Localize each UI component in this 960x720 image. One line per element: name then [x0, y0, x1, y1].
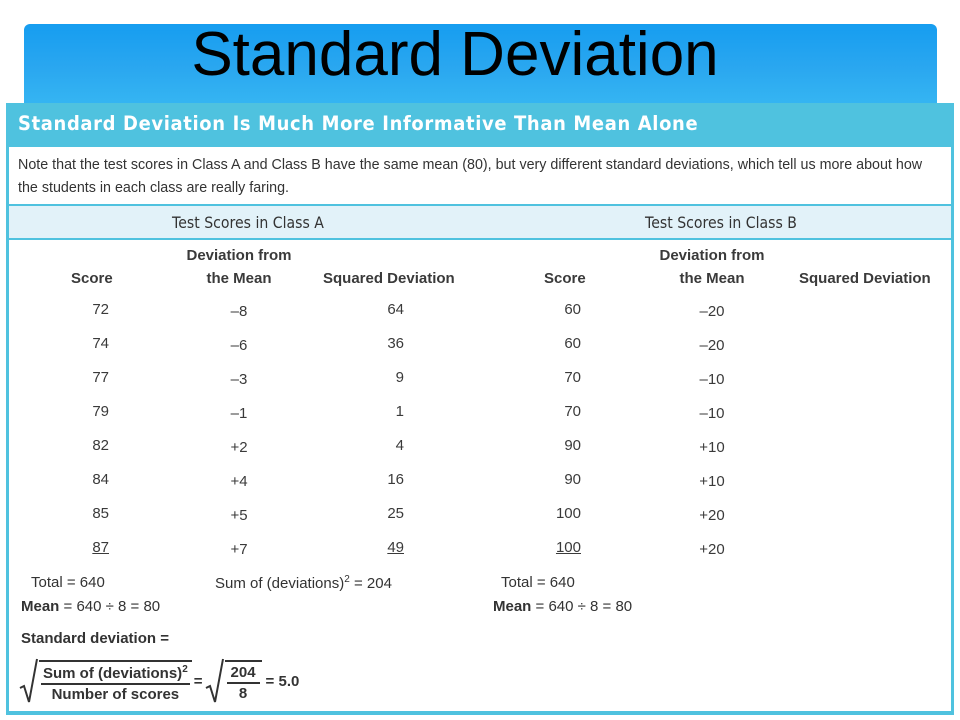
class-b-deviation: –10 [699, 371, 725, 388]
class-a-squared: 16 [387, 471, 404, 488]
sd-numerator-value: 204 [227, 662, 260, 684]
class-b-deviation: –20 [699, 303, 725, 320]
class-a-deviation: –1 [230, 405, 248, 422]
sd-denominator-value: 8 [238, 685, 248, 702]
class-a-deviation: +5 [230, 507, 248, 524]
mean-value: = 640 ÷ 8 = 80 [59, 598, 161, 615]
note-box [9, 147, 951, 204]
scores-table [9, 206, 951, 711]
sd-label: Standard deviation = [21, 630, 169, 647]
class-a-deviation: –6 [230, 337, 248, 354]
class-a-score: 79 [92, 403, 109, 420]
class-b-score: 70 [564, 369, 581, 386]
class-a-score: 82 [92, 437, 109, 454]
sd-result: = 5.0 [265, 672, 300, 690]
class-b-squared-header: Squared Deviation [799, 270, 931, 287]
class-a-deviation: +2 [230, 439, 248, 456]
sd-fraction-2 [225, 660, 262, 702]
class-b-total: Total = 640 [501, 574, 575, 591]
class-b-title: Test Scores in Class B [645, 213, 797, 232]
sd-formula [19, 657, 299, 705]
class-b-mean [493, 598, 632, 615]
class-a-squared: 25 [387, 505, 404, 522]
class-a-mean [21, 598, 160, 615]
class-b-deviation-header-line1: Deviation from [659, 247, 765, 264]
class-b-deviation: –10 [699, 405, 725, 422]
equals-sign: = [193, 672, 203, 690]
radical-sign-icon [205, 658, 225, 704]
class-b-score: 60 [564, 335, 581, 352]
class-a-score: 87 [92, 539, 109, 556]
class-b-score: 70 [564, 403, 581, 420]
class-b-deviation: +20 [699, 541, 725, 558]
radical-sign-icon [19, 658, 39, 704]
class-b-deviation: +20 [699, 507, 725, 524]
class-a-squared: 9 [395, 369, 404, 386]
sd-numerator [41, 662, 190, 685]
class-b-deviation: –20 [699, 337, 725, 354]
class-a-squared: 1 [395, 403, 404, 420]
sum-value: = 204 [349, 575, 392, 592]
mean-value: = 640 ÷ 8 = 80 [531, 598, 633, 615]
class-a-total: Total = 640 [31, 574, 105, 591]
class-a-squared: 36 [387, 335, 404, 352]
class-a-score: 72 [92, 301, 109, 318]
class-a-deviation-header-line1: Deviation from [186, 247, 292, 264]
class-b-score: 60 [564, 301, 581, 318]
class-a-deviation-header [179, 244, 299, 290]
class-b-score: 100 [555, 505, 581, 522]
sd-denominator: Number of scores [51, 685, 180, 703]
class-a-squared: 64 [387, 301, 404, 318]
page-title: Standard Deviation [191, 20, 719, 89]
class-a-squared-header: Squared Deviation [323, 270, 455, 287]
class-a-deviation-header-line2: the Mean [206, 270, 272, 287]
info-panel [6, 103, 954, 715]
sd-fraction-1 [39, 660, 192, 703]
class-a-deviation: +7 [230, 541, 248, 558]
class-a-score: 85 [92, 505, 109, 522]
class-a-score: 77 [92, 369, 109, 386]
class-a-title: Test Scores in Class A [172, 213, 324, 232]
class-a-squared: 4 [395, 437, 404, 454]
sum-exponent: 2 [344, 574, 350, 585]
class-a-squared: 49 [387, 539, 404, 556]
note-text: Note that the test scores in Class A and Class B have the same mean (80), but very different standard deviations, which tell us more about how the students in each class are really faring. [18, 157, 923, 196]
panel-heading: Standard Deviation Is Much More Informative Than Mean Alone [18, 112, 699, 135]
class-a-sum-of-squares [215, 574, 392, 592]
class-a-deviation: –8 [230, 303, 248, 320]
numerator-exponent: 2 [182, 663, 188, 675]
class-b-score: 100 [555, 539, 581, 556]
mean-label: Mean [493, 598, 532, 615]
class-a-deviation: +4 [230, 473, 248, 490]
class-header-bar [9, 206, 951, 240]
class-b-deviation-header-line2: the Mean [679, 270, 745, 287]
class-b-deviation: +10 [699, 473, 725, 490]
numerator-text: Sum of (deviations) [43, 664, 183, 682]
class-b-deviation: +10 [699, 439, 725, 456]
mean-label: Mean [21, 598, 60, 615]
class-b-score: 90 [564, 471, 581, 488]
class-a-deviation: –3 [230, 371, 248, 388]
class-a-score-header: Score [71, 270, 113, 287]
class-b-score-header: Score [544, 270, 586, 287]
class-b-deviation-header [652, 244, 772, 290]
class-b-score: 90 [564, 437, 581, 454]
class-a-score: 74 [92, 335, 109, 352]
sum-label: Sum of (deviations) [215, 575, 345, 592]
class-a-score: 84 [92, 471, 109, 488]
